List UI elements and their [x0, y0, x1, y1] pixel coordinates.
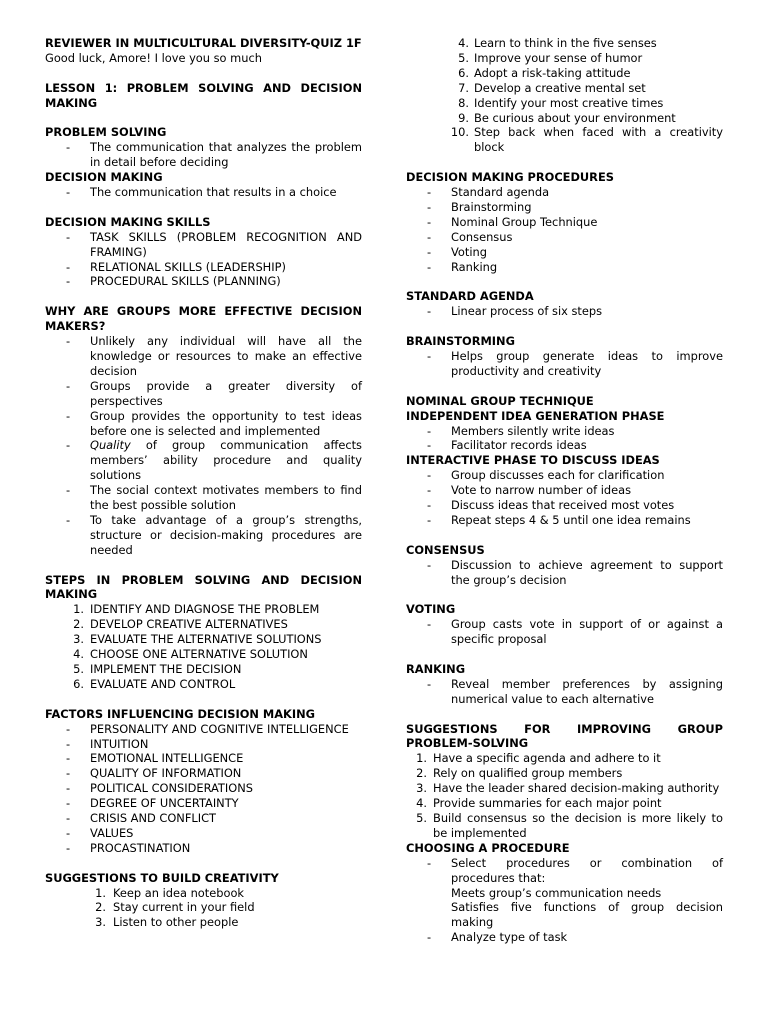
list-item: - CRISIS AND CONFLICT [66, 811, 216, 826]
document-subtitle: Good luck, Amore! I love you so much [45, 50, 262, 65]
list-item: - Quality of group communication affects members’ ability procedure and quality solutions [66, 438, 362, 483]
list-item: - Group casts vote in support of or against a specific proposal [427, 617, 723, 647]
choosing-sub-item: Meets group’s communication needs [451, 885, 662, 900]
procedures-heading: DECISION MAKING PROCEDURES [406, 170, 614, 185]
list-item: - DEGREE OF UNCERTAINTY [66, 796, 239, 811]
list-item: 4. Provide summaries for each major point [416, 796, 662, 811]
list-item: 8. Identify your most creative times [458, 95, 664, 110]
choosing-sub-item: Satisfies five functions of group decision making [451, 900, 723, 930]
list-item: 5. Improve your sense of humor [458, 50, 643, 65]
factors-list [45, 722, 362, 856]
factors-heading: FACTORS INFLUENCING DECISION MAKING [45, 706, 316, 721]
document-title: REVIEWER IN MULTICULTURAL DIVERSITY-QUIZ 1F [45, 36, 362, 50]
list-item: - Linear process of six steps [427, 304, 603, 319]
list-item: - Consensus [427, 229, 513, 244]
choosing-list [406, 856, 723, 886]
ngt-phase1-heading: INDEPENDENT IDEA GENERATION PHASE [406, 408, 665, 423]
list-item: - RELATIONAL SKILLS (LEADERSHIP) [66, 259, 286, 274]
list-item: - QUALITY OF INFORMATION [66, 766, 242, 781]
list-item: - Discussion to achieve agreement to support the group’s decision [427, 557, 723, 587]
lesson-title: LESSON 1: PROBLEM SOLVING AND DECISION MAKING [45, 80, 362, 110]
decision-skills-heading: DECISION MAKING SKILLS [45, 214, 211, 229]
list-item: - To take advantage of a group’s strengths, structure or decision-making procedures are needed [66, 512, 362, 557]
why-groups-list [45, 334, 362, 558]
improving-list [406, 751, 723, 840]
ngt-phase2-heading: INTERACTIVE PHASE TO DISCUSS IDEAS [406, 453, 660, 468]
brainstorming-heading: BRAINSTORMING [406, 334, 515, 349]
list-item: 2. DEVELOP CREATIVE ALTERNATIVES [73, 617, 288, 632]
consensus-list [406, 558, 723, 588]
list-item: - Groups provide a greater diversity of perspectives [66, 378, 362, 408]
list-item: - Analyze type of task [427, 930, 568, 945]
ngt-heading: NOMINAL GROUP TECHNIQUE [406, 393, 594, 408]
list-item: - VALUES [66, 825, 134, 840]
list-item: 10. Step back when faced with a creativity block [450, 125, 723, 155]
decision-skills-list [45, 230, 362, 290]
creativity-list-part1 [45, 886, 362, 931]
list-item: - Standard agenda [427, 185, 550, 200]
list-item: - Members silently write ideas [427, 423, 615, 438]
ngt-phase1-list [406, 424, 723, 454]
list-item: - POLITICAL CONSIDERATIONS [66, 781, 253, 796]
list-item: - Discuss ideas that received most votes [427, 498, 675, 513]
list-item: 5. IMPLEMENT THE DECISION [73, 661, 242, 676]
list-item: - PROCASTINATION [66, 840, 191, 855]
list-item: 1. IDENTIFY AND DIAGNOSE THE PROBLEM [73, 602, 320, 617]
list-item: 3. Have the leader shared decision-making authority [416, 781, 720, 796]
list-item: 7. Develop a creative mental set [458, 80, 646, 95]
list-item: - Group provides the opportunity to test ideas before one is selected and implemented [66, 408, 362, 438]
list-item: 2. Stay current in your field [95, 900, 255, 915]
brainstorming-list [406, 349, 723, 379]
list-item: 5. Build consensus so the decision is more likely to be implemented [416, 811, 723, 840]
ranking-list [406, 677, 723, 707]
creativity-list-part2 [406, 36, 723, 155]
list-item: - PERSONALITY AND COGNITIVE INTELLIGENCE [66, 721, 349, 736]
procedures-list [406, 185, 723, 274]
list-item: 4. Learn to think in the five senses [458, 36, 657, 50]
list-item: - INTUITION [66, 736, 149, 751]
standard-agenda-heading: STANDARD AGENDA [406, 289, 534, 304]
list-item: 1. Keep an idea notebook [95, 885, 245, 900]
choosing-heading: CHOOSING A PROCEDURE [406, 840, 570, 855]
list-item: - Facilitator records ideas [427, 438, 587, 453]
steps-list [45, 602, 362, 691]
problem-solving-list [45, 140, 362, 170]
creativity-heading: SUGGESTIONS TO BUILD CREATIVITY [45, 870, 279, 885]
list-item: - Vote to narrow number of ideas [427, 483, 632, 498]
list-item: 1. Have a specific agenda and adhere to it [416, 751, 661, 766]
list-item: - TASK SKILLS (PROBLEM RECOGNITION AND FRAMING) [66, 229, 362, 259]
problem-solving-heading: PROBLEM SOLVING [45, 125, 167, 140]
list-item: 3. EVALUATE THE ALTERNATIVE SOLUTIONS [73, 632, 322, 647]
ngt-phase2-list [406, 468, 723, 528]
list-item: 2. Rely on qualified group members [416, 766, 623, 781]
decision-making-heading: DECISION MAKING [45, 170, 163, 185]
list-item: - The communication that results in a choice [66, 185, 337, 200]
standard-agenda-list [406, 304, 723, 319]
list-item: - Nominal Group Technique [427, 214, 598, 229]
list-item: - Brainstorming [427, 199, 532, 214]
list-item: - Select procedures or combination of procedures that: [427, 855, 723, 885]
list-item: 6. Adopt a risk-taking attitude [458, 65, 631, 80]
list-item: 4. CHOOSE ONE ALTERNATIVE SOLUTION [73, 647, 308, 662]
list-item: 6. EVALUATE AND CONTROL [73, 676, 236, 691]
ranking-heading: RANKING [406, 661, 466, 676]
left-column [45, 36, 362, 930]
list-item: - Group discusses each for clarification [427, 468, 665, 483]
list-item: - Helps group generate ideas to improve productivity and creativity [427, 348, 723, 378]
choosing-list-2 [406, 930, 723, 945]
list-item: - Repeat steps 4 & 5 until one idea remains [427, 512, 691, 527]
list-item: - Reveal member preferences by assigning numerical value to each alternative [427, 676, 723, 706]
voting-heading: VOTING [406, 602, 456, 617]
list-item: - EMOTIONAL INTELLIGENCE [66, 751, 244, 766]
voting-list [406, 617, 723, 647]
right-column [406, 36, 723, 945]
list-item: - The communication that analyzes the problem in detail before deciding [66, 140, 362, 170]
list-item: 3. Listen to other people [95, 915, 239, 930]
list-item: - PROCEDURAL SKILLS (PLANNING) [66, 274, 281, 289]
list-item: - The social context motivates members to find the best possible solution [66, 483, 362, 513]
improving-heading: SUGGESTIONS FOR IMPROVING GROUP PROBLEM-SOLVING [406, 721, 723, 751]
list-item: - Ranking [427, 259, 498, 274]
steps-heading: STEPS IN PROBLEM SOLVING AND DECISION MAKING [45, 572, 362, 602]
decision-making-list [45, 185, 362, 200]
why-groups-heading: WHY ARE GROUPS MORE EFFECTIVE DECISION MAKERS? [45, 304, 362, 334]
list-item: - Unlikely any individual will have all the knowledge or resources to make an effective decision [66, 334, 362, 378]
list-item: 9. Be curious about your environment [458, 110, 676, 125]
list-item: - Voting [427, 244, 487, 259]
consensus-heading: CONSENSUS [406, 542, 485, 557]
